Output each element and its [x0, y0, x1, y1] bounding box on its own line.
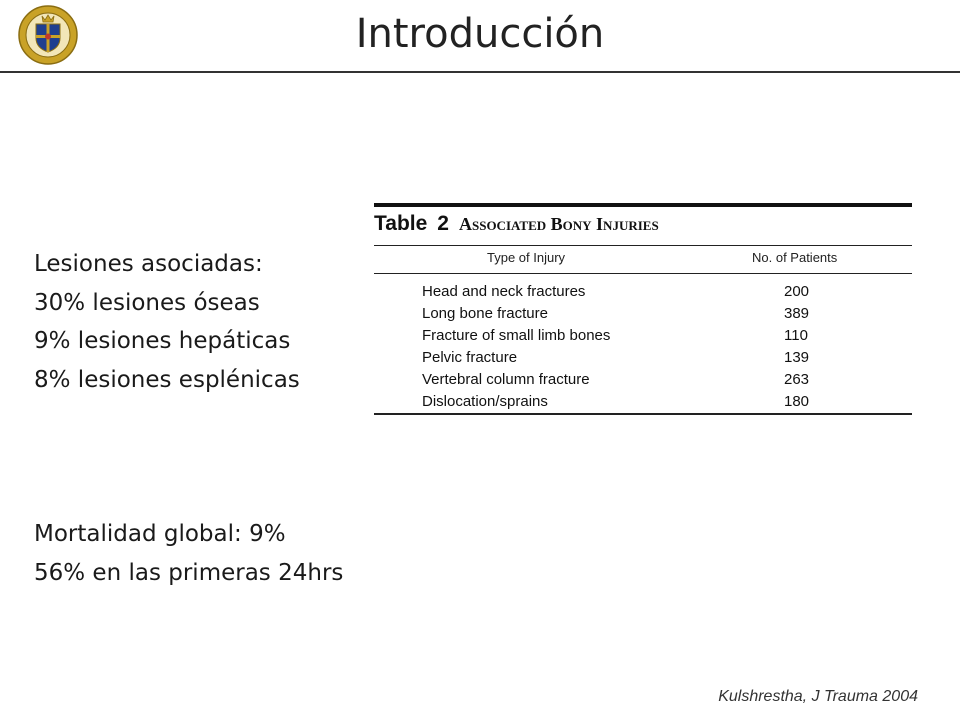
column-header-type: Type of Injury [487, 250, 566, 265]
table-top-rule [374, 203, 912, 207]
table-row [374, 326, 912, 348]
injury-type-cell: Long bone fracture [422, 305, 548, 322]
injury-type-cell: Dislocation/sprains [422, 393, 548, 410]
mortality-list [34, 515, 343, 592]
table-number: 2 [437, 212, 449, 235]
list-item: 9% lesiones hepáticas [34, 328, 291, 354]
associated-injuries-list [34, 245, 300, 399]
patients-cell: 139 [784, 349, 810, 366]
table-row [374, 304, 912, 326]
injury-type-cell: Vertebral column fracture [422, 371, 590, 388]
list-item: Lesiones asociadas: [34, 251, 263, 277]
patients-cell: 389 [784, 305, 810, 322]
table-bottom-rule [374, 413, 912, 415]
injury-type-cell: Head and neck fractures [422, 283, 586, 300]
table-row [374, 282, 912, 304]
slide-title: Introducción [355, 11, 605, 57]
table-title [374, 212, 659, 236]
table-row [374, 370, 912, 392]
table-row [374, 392, 912, 414]
table-label: Table [374, 212, 428, 235]
associated-bony-injuries-table [374, 203, 912, 415]
title-divider [0, 71, 960, 73]
list-item: Mortalidad global: 9% [34, 521, 286, 547]
injury-type-cell: Pelvic fracture [422, 349, 518, 366]
list-item: 8% lesiones esplénicas [34, 366, 300, 393]
list-item: 56% en las primeras 24hrs [34, 559, 344, 586]
column-header-patients: No. of Patients [752, 250, 838, 265]
citation: Kulshrestha, J Trauma 2004 [718, 688, 918, 705]
injury-type-cell: Fracture of small limb bones [422, 327, 611, 344]
patients-cell: 263 [784, 371, 810, 388]
patients-cell: 110 [784, 327, 808, 344]
table-header-bottom-rule [374, 273, 912, 274]
table-row [374, 348, 912, 370]
table-header-rule [374, 245, 912, 246]
table-caption: Associated Bony Injuries [458, 214, 659, 234]
list-item: 30% lesiones óseas [34, 289, 260, 316]
table-body [374, 282, 912, 414]
patients-cell: 180 [784, 393, 810, 410]
patients-cell: 200 [784, 283, 810, 300]
